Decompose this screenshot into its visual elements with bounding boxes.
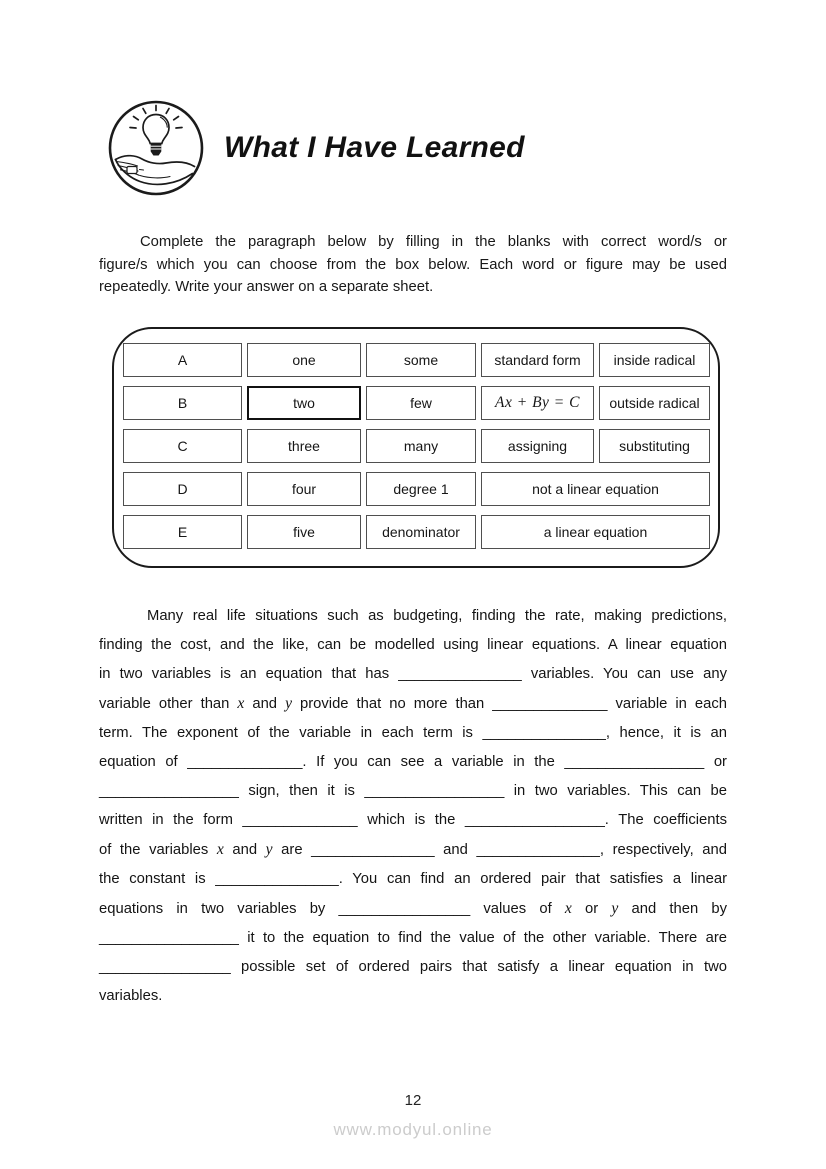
math-variable: y [285, 695, 292, 712]
word-bank-cell: one [247, 343, 361, 377]
text-line: _________________ sign, then it is _________________ in two variables. This can be [99, 783, 727, 799]
text-line: ________________ possible set of ordered pairs that satisfy a linear equation in two [99, 959, 727, 975]
word-bank-cell: denominator [366, 515, 476, 549]
text-line: Complete the paragraph below by filling in the blanks with correct word/s or [140, 234, 727, 250]
text-line: in two variables is an equation that has _______________ variables. You can use any [99, 666, 727, 682]
word-bank-cell: assigning [481, 429, 594, 463]
fill-in-paragraph [99, 602, 727, 1011]
word-bank-cell: few [366, 386, 476, 420]
word-bank-cell: A [123, 343, 242, 377]
word-bank-cell: C [123, 429, 242, 463]
word-bank-cell: D [123, 472, 242, 506]
page-number: 12 [404, 1092, 422, 1109]
word-bank-cell: four [247, 472, 361, 506]
word-bank-cell: Ax + By = C [481, 386, 594, 420]
watermark: www.modyul.online [333, 1120, 493, 1139]
word-bank-cell: not a linear equation [481, 472, 710, 506]
word-bank-cell: five [247, 515, 361, 549]
text-line: finding the cost, and the like, can be modelled using linear equations. A linear equation [99, 637, 727, 653]
word-bank-cell: two [247, 386, 361, 420]
instructions-paragraph [99, 231, 727, 299]
text-line: figure/s which you can choose from the box below. Each word or figure may be used [99, 256, 727, 273]
math-variable: y [611, 900, 619, 917]
text-line: equations in two variables by ________________ values of x or y and then by [99, 900, 727, 917]
text-line: _________________ it to the equation to find the value of the other variable. There are [99, 930, 727, 946]
word-bank-cell: many [366, 429, 476, 463]
word-bank-cell: substituting [599, 429, 710, 463]
text-line: term. The exponent of the variable in each term is _______________, hence, it is an [99, 725, 727, 741]
word-bank-rows [123, 343, 710, 549]
word-bank-cell: B [123, 386, 242, 420]
text-line: the constant is _______________. You can find an ordered pair that satisfies a linear [99, 871, 727, 887]
math-variable: x [564, 900, 572, 917]
word-bank-cell: some [366, 343, 476, 377]
text-line: Many real life situations such as budgeting, finding the rate, making predictions, [147, 608, 727, 624]
word-bank-cell: outside radical [599, 386, 710, 420]
word-bank-cell: inside radical [599, 343, 710, 377]
word-bank-row [123, 429, 710, 463]
math-variable: x [216, 841, 224, 858]
text-line: equation of ______________. If you can see a variable in the _________________ or [99, 754, 727, 770]
word-bank-row [123, 472, 710, 506]
word-bank-row [123, 343, 710, 377]
word-bank-row [123, 386, 710, 420]
text-line: repeatedly. Write your answer on a separate sheet. [99, 279, 434, 295]
text-line: written in the form ______________ which is the _________________. The coefficients [99, 812, 727, 828]
word-bank-cell: three [247, 429, 361, 463]
page-title: What I Have Learned [224, 131, 525, 164]
word-bank-row [123, 515, 710, 549]
math-variable: y [265, 841, 273, 858]
text-line: of the variables x and y are _______________ and _______________, respectively, and [99, 841, 727, 858]
word-bank-box [112, 327, 720, 568]
lightbulb-in-hand-icon [106, 98, 206, 198]
text-line: variable other than x and y provide that no more than ______________ variable in each [99, 695, 727, 712]
math-variable: x [237, 695, 245, 712]
word-bank-cell: a linear equation [481, 515, 710, 549]
text-line: variables. [99, 988, 163, 1004]
word-bank-cell: degree 1 [366, 472, 476, 506]
word-bank-cell: standard form [481, 343, 594, 377]
word-bank-cell: E [123, 515, 242, 549]
